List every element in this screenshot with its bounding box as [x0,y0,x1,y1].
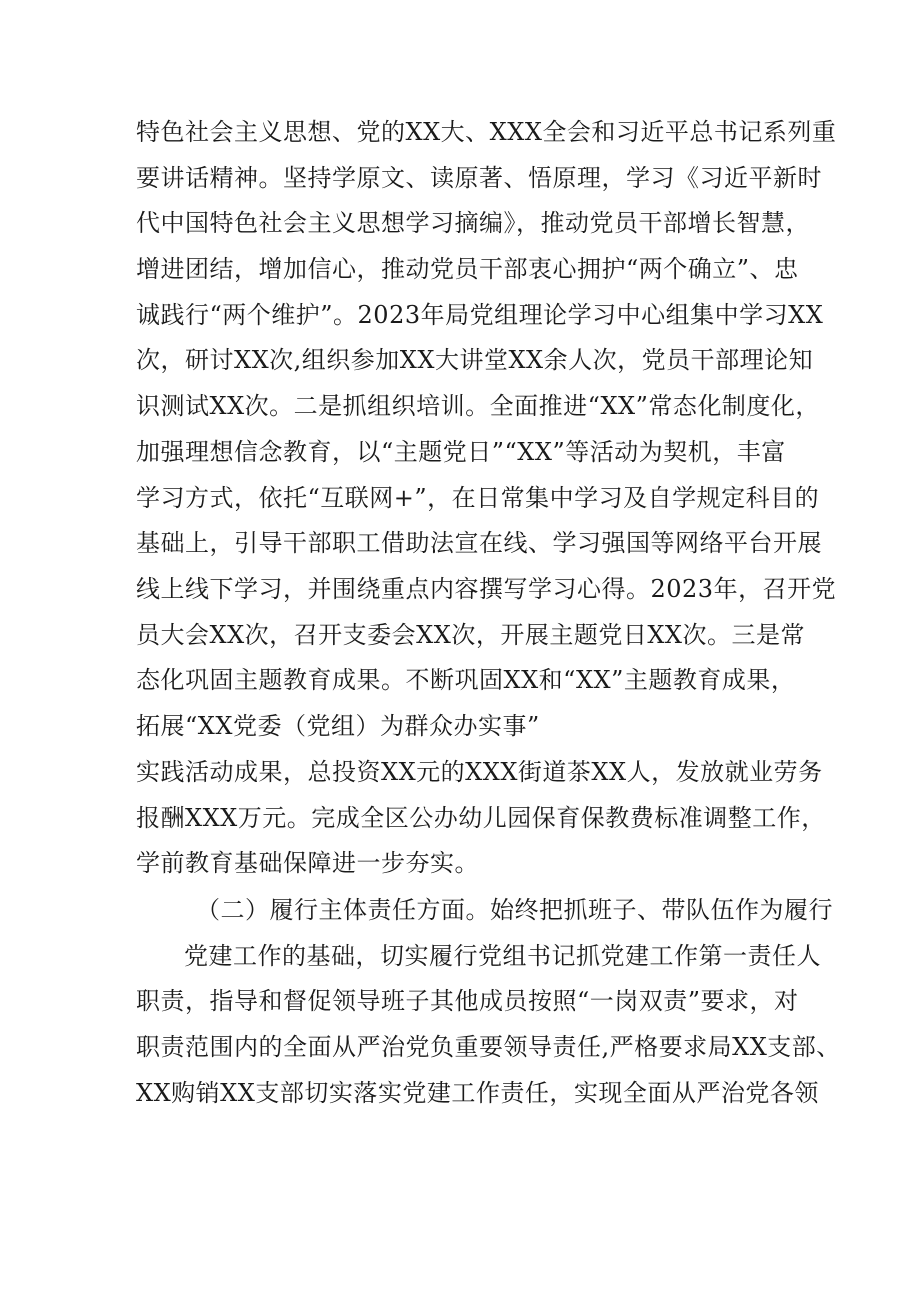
text-line-22: XX购销XX支部切实落实党建工作责任，实现全面从严治党各领 [136,1079,819,1107]
text-line-14: 拓展“XX党委（党组）为群众办实事” [136,712,540,740]
text-line-11: 线上线下学习，并围绕重点内容撰写学习心得。2023年，召开党 [136,575,837,603]
text-line-20: 职责，指导和督促领导班子其他成员按照“一岗双责”要求，对 [136,987,799,1015]
text-line-13: 态化巩固主题教育成果。不断巩固XX和“XX”主题教育成果， [136,666,796,694]
text-line-12: 员大会XX次，召开支委会XX次，开展主题党日XX次。三是常 [136,621,806,649]
text-line-8: 加强理想信念教育，以“主题党日”“XX”等活动为契机，丰富 [136,438,786,466]
section-heading-line: （二）履行主体责任方面。始终把抓班子、带队伍作为履行 [196,896,833,924]
text-line-21: 职责范围内的全面从严治党负重要领导责任,严格要求局XX支部、 [136,1033,841,1061]
text-line-6: 次，研讨XX次,组织参加XX大讲堂XX余人次，党员干部理论知 [136,346,814,374]
text-line-15: 实践活动成果，总投资XX元的XXX街道茶XX人，发放就业劳务 [136,758,823,786]
text-line-16: 报酬XXX万元。完成全区公办幼儿园保育保教费标准调整工作， [136,804,826,832]
text-line-1: 特色社会主义思想、党的XX大、XXX全会和习近平总书记系列重 [136,118,837,146]
text-line-3: 代中国特色社会主义思想学习摘编》，推动党员干部增长智慧， [136,209,810,237]
text-line-10: 基础上，引导干部职工借助法宣在线、学习强国等网络平台开展 [136,529,822,557]
text-line-7: 识测试XX次。二是抓组织培训。全面推进“XX”常态化制度化， [136,392,820,420]
text-line-4: 增进团结，增加信心，推动党员干部衷心拥护“两个确立”、忠 [136,255,799,283]
text-line-5: 诚践行“两个维护”。2023年局党组理论学习中心组集中学习XX [136,301,824,329]
text-line-9: 学习方式，依托“互联网+”，在日常集中学习及自学规定科目的 [136,484,820,512]
text-line-19: 党建工作的基础，切实履行党组书记抓党建工作第一责任人 [184,942,821,970]
text-line-17: 学前教育基础保障进一步夯实。 [136,849,479,877]
text-line-2: 要讲话精神。坚持学原文、读原著、悟原理，学习《习近平新时 [136,164,822,192]
